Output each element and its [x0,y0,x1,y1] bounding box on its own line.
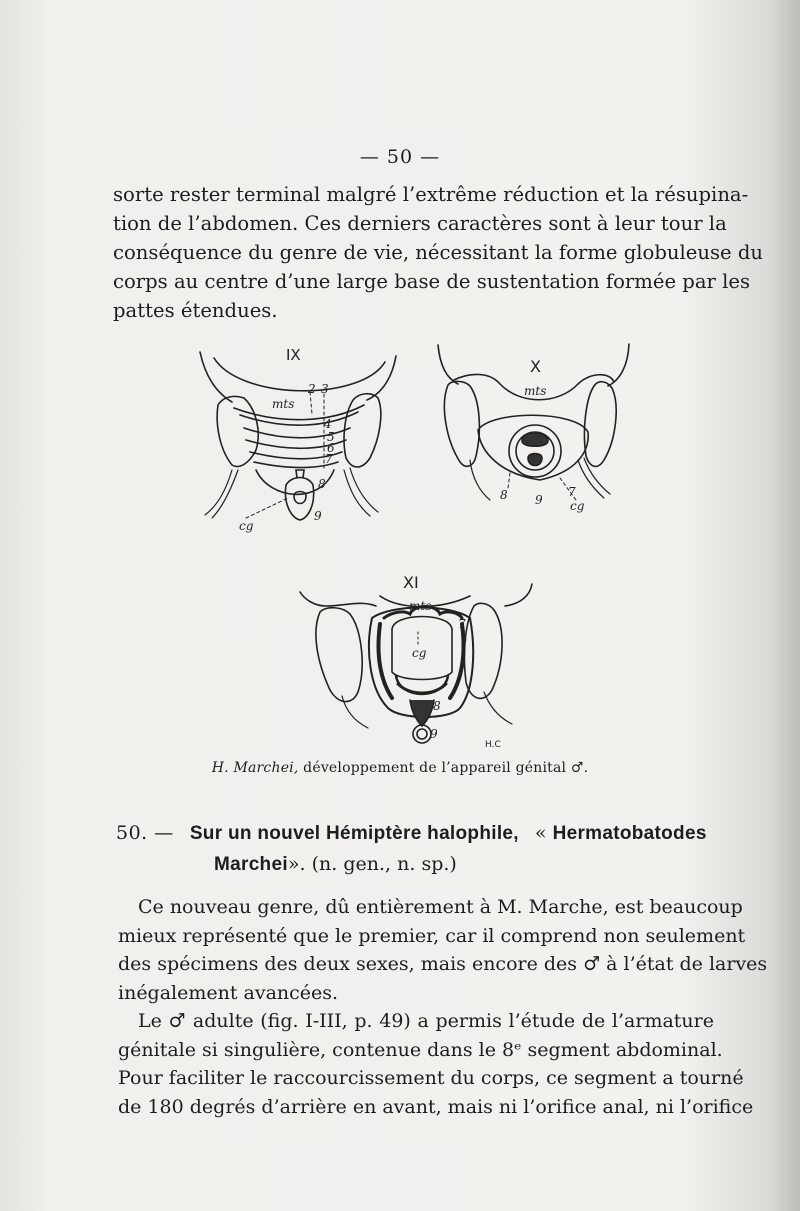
text-line: de 180 degrés d’arrière en avant, mais ni l’orifice anal, ni l’orifice [118,1095,754,1118]
label-mts: mts [409,599,432,613]
artist-signature: H.C [485,740,501,750]
panel-xi [300,573,532,750]
text-line: Pour faciliter le raccourcissement du corps, ce segment a tourné [118,1067,744,1089]
species-name: Marchei [214,854,288,875]
text-line: sorte rester terminal malgré l’extrême réduction et la résupina- [113,183,749,206]
text-line: inégalement avancées. [118,981,339,1004]
page-number: — 50 — [359,146,441,168]
text-line: Le ♂ adulte (fig. I-III, p. 49) a permis l’étude de l’armature [138,1010,714,1032]
label-5: 5 [327,430,335,444]
figure-caption [0,760,800,776]
text-line: des spécimens des deux sexes, mais encore des ♂ à l’état de larves [118,953,768,975]
section-title: Sur un nouvel Hémiptère halophile, [189,823,519,844]
label-mts: mts [272,397,295,411]
quote-close: ». [287,853,306,875]
label-4: 4 [324,417,332,431]
paragraph-male-adult [118,1007,754,1121]
label-8: 8 [500,488,508,502]
panel-x [438,344,629,513]
label-cg: cg [570,499,585,513]
genus-name: Hermatobatodes [552,823,707,844]
caption-text: développement de l’appareil génital ♂. [298,760,589,776]
panel-x-title: X [530,357,541,376]
text-line: pattes étendues. [113,299,278,322]
label-8: 8 [318,477,326,491]
label-mts: mts [524,384,547,398]
text-line: Ce nouveau genre, dû entièrement à M. Marche, est beaucoup [138,896,743,918]
caption-species: H. Marchei, [211,760,299,776]
label-9: 9 [314,509,322,523]
label-cg: cg [239,519,254,533]
label-6: 6 [327,441,335,455]
label-cg: cg [412,646,427,660]
section-number: 50. — [116,822,174,844]
text-line: tion de l’abdomen. Ces derniers caractères sont à leur tour la [113,212,727,235]
panel-xi-title: XI [403,573,419,592]
panel-ix-title: IX [286,346,301,364]
text-line: génitale si singulière, contenue dans le 8ᵉ segment abdominal. [118,1038,723,1061]
text-line: conséquence du genre de vie, nécessitant la forme globuleuse du [113,241,764,264]
paragraph-genus-description [118,893,768,1007]
text-line: mieux représenté que le premier, car il comprend non seulement [118,924,746,947]
text-line: corps au centre d’une large base de sustentation formée par les [113,270,751,293]
quote-open: « [534,822,547,844]
panel-ix [200,346,396,533]
label-9: 9 [535,493,543,507]
label-7: 7 [325,452,333,466]
label-3: 3 [321,382,329,396]
label-2: 2 [308,382,316,396]
taxon-status: (n. gen., n. sp.) [311,853,457,875]
label-7: 7 [568,485,576,499]
section-heading [116,818,716,880]
label-7: 7 [458,617,466,631]
label-8: 8 [433,699,441,713]
label-9: 9 [430,727,438,741]
